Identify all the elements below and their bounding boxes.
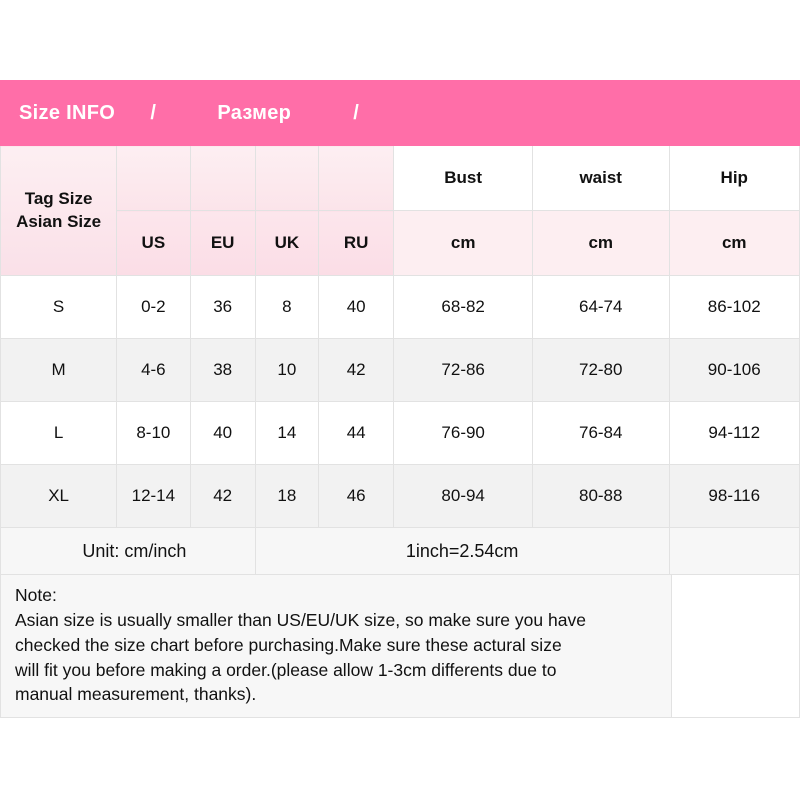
header-blank-uk: [255, 146, 318, 211]
header-col-uk: UK: [255, 211, 318, 276]
cell-tag-l: L: [1, 402, 117, 465]
header-bust: Bust: [394, 146, 533, 211]
cell-bust-s: 68-82: [394, 276, 533, 339]
cell-waist-xl: 80-88: [532, 465, 669, 528]
note-line-1: Asian size is usually smaller than US/EU/UK size, so make sure you have: [15, 609, 586, 630]
size-chart-table: [0, 80, 800, 575]
cell-uk-m: 10: [255, 339, 318, 402]
header-waist: waist: [532, 146, 669, 211]
header-blank-us: [117, 146, 190, 211]
header-tag-size: [1, 146, 117, 276]
header-unit-waist: cm: [532, 211, 669, 276]
cell-us-s: 0-2: [117, 276, 190, 339]
header-unit-bust: cm: [394, 211, 533, 276]
cell-ru-s: 40: [318, 276, 393, 339]
cell-tag-xl: XL: [1, 465, 117, 528]
header-tag-size-line1: Tag Size: [24, 188, 93, 208]
cell-us-m: 4-6: [117, 339, 190, 402]
cell-tag-m: M: [1, 339, 117, 402]
cell-hip-s: 86-102: [669, 276, 800, 339]
header-blank-ru: [318, 146, 393, 211]
title-slash-1: /: [117, 81, 190, 146]
cell-waist-s: 64-74: [532, 276, 669, 339]
unit-label: Unit: cm/inch: [1, 528, 256, 575]
table-row: [1, 402, 800, 465]
note-line-2: checked the size chart before purchasing.Make sure these actural size: [15, 634, 562, 655]
title-size-info: Size INFO: [1, 81, 117, 146]
note-block: [0, 575, 672, 718]
cell-uk-s: 8: [255, 276, 318, 339]
title-blank-1: [394, 81, 533, 146]
cell-uk-xl: 18: [255, 465, 318, 528]
header-unit-row: [1, 211, 800, 276]
cell-tag-s: S: [1, 276, 117, 339]
title-blank-2: [532, 81, 669, 146]
cell-waist-l: 76-84: [532, 402, 669, 465]
cell-waist-m: 72-80: [532, 339, 669, 402]
cell-eu-s: 36: [190, 276, 255, 339]
table-row: [1, 276, 800, 339]
title-row: [1, 81, 800, 146]
cell-ru-xl: 46: [318, 465, 393, 528]
title-slash-2: /: [318, 81, 393, 146]
cell-hip-xl: 98-116: [669, 465, 800, 528]
cell-bust-m: 72-86: [394, 339, 533, 402]
cell-bust-xl: 80-94: [394, 465, 533, 528]
cell-bust-l: 76-90: [394, 402, 533, 465]
note-line-3: will fit you before making a order.(please allow 1-3cm differents due to: [15, 659, 557, 680]
cell-eu-xl: 42: [190, 465, 255, 528]
header-col-us: US: [117, 211, 190, 276]
cell-eu-l: 40: [190, 402, 255, 465]
note-heading: Note:: [15, 585, 57, 605]
cell-eu-m: 38: [190, 339, 255, 402]
header-blank-eu: [190, 146, 255, 211]
title-blank-3: [669, 81, 800, 146]
table-row: [1, 465, 800, 528]
cell-hip-l: 94-112: [669, 402, 800, 465]
unit-row: [1, 528, 800, 575]
cell-uk-l: 14: [255, 402, 318, 465]
cell-hip-m: 90-106: [669, 339, 800, 402]
cell-ru-l: 44: [318, 402, 393, 465]
cell-us-xl: 12-14: [117, 465, 190, 528]
header-unit-hip: cm: [669, 211, 800, 276]
header-hip: Hip: [669, 146, 800, 211]
note-right-filler: [672, 575, 800, 718]
cell-us-l: 8-10: [117, 402, 190, 465]
header-measure-row: [1, 146, 800, 211]
header-col-eu: EU: [190, 211, 255, 276]
unit-blank: [669, 528, 800, 575]
unit-conversion: 1inch=2.54cm: [255, 528, 669, 575]
header-col-ru: RU: [318, 211, 393, 276]
table-row: [1, 339, 800, 402]
note-line-4: manual measurement, thanks).: [15, 684, 257, 705]
title-size-ru: Размер: [190, 81, 318, 146]
cell-ru-m: 42: [318, 339, 393, 402]
header-tag-size-line2: Asian Size: [16, 211, 102, 231]
